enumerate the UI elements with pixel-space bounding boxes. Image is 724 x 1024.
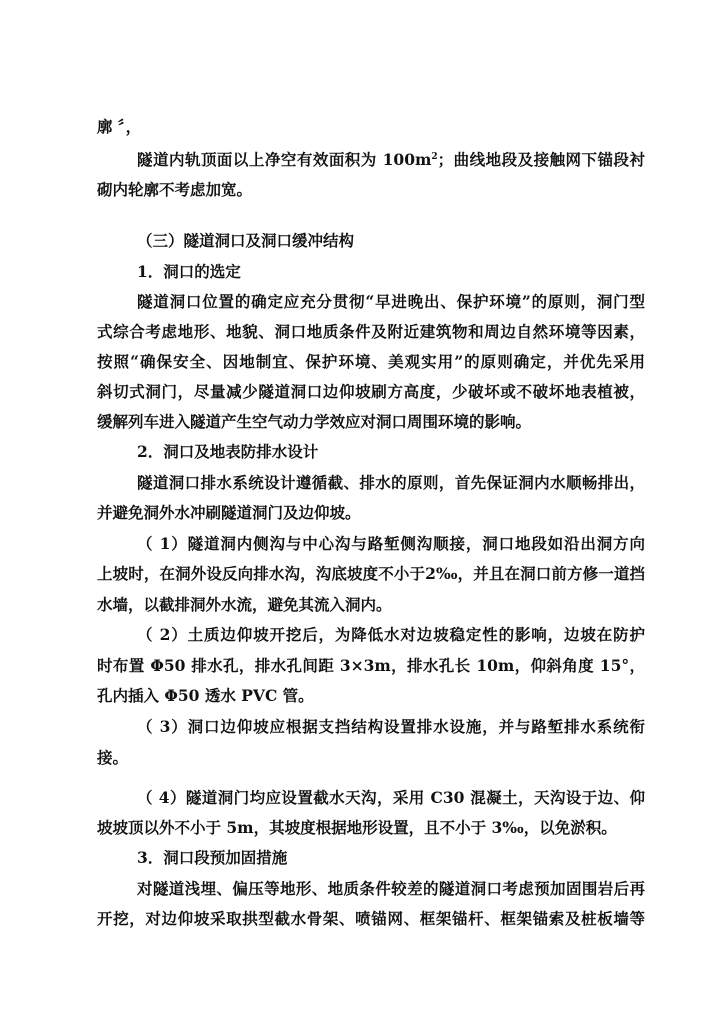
text-line: 时布置 Φ50 排水孔，排水孔间距 3×3m，排水孔长 10m，仰斜角度 15°，	[97, 656, 645, 675]
text-line: （ 2）土质边仰坡开挖后，为降低水对边坡稳定性的影响，边坡在防护	[137, 625, 645, 644]
subsection-heading: 2．洞口及地表防排水设计	[137, 442, 319, 461]
text-line: 砌内轮廓不考虑加宽。	[97, 180, 253, 199]
text-line: 水墙，以截排洞外水流，避免其流入洞内。	[97, 595, 392, 614]
text-line: （ 1）隧道洞内侧沟与中心沟与路堑侧沟顺接，洞口地段如沿出洞方向	[137, 534, 645, 553]
text-line: 对隧道浅埋、偏压等地形、地质条件较差的隧道洞口考虑预加固围岩后再	[137, 879, 645, 898]
text-line: 缓解列车进入隧道产生空气动力学效应对洞口周围环境的影响。	[97, 412, 532, 431]
text-line: 隧道洞口排水系统设计遵循截、排水的原则，首先保证洞内水顺畅排出，	[137, 473, 645, 492]
text-line	[137, 150, 645, 170]
text-line: 接。	[97, 748, 129, 767]
superscript: 2	[431, 152, 438, 162]
text-line: （ 4）隧道洞门均应设置截水天沟，采用 C30 混凝土，天沟设于边、仰	[137, 788, 645, 807]
section-heading: （三）隧道洞口及洞口缓冲结构	[137, 231, 355, 250]
text-line: 并避免洞外水冲刷隧道洞门及边仰坡。	[97, 503, 361, 522]
text-line: 廓 〞，	[97, 117, 142, 136]
text-line: 斜切式洞门，尽量减少隧道洞口边仰坡刷方高度，少破坏或不破坏地表植被，	[97, 382, 645, 401]
text-segment: 隧道内轨顶面以上净空有效面积为 100m	[137, 150, 432, 169]
text-line: 开挖，对边仰坡采取拱型截水骨架、喷锚网、框架锚杆、框架锚索及桩板墙等	[97, 909, 645, 928]
text-line: 隧道洞口位置的确定应充分贯彻“早进晚出、保护环境”的原则，洞门型	[137, 292, 645, 311]
text-line: 式综合考虑地形、地貌、洞口地质条件及附近建筑物和周边自然环境等因素，	[97, 322, 645, 341]
subsection-heading: 3．洞口段预加固措施	[137, 848, 288, 867]
text-line: 按照“确保安全、因地制宜、保护环境、美观实用”的原则确定，并优先采用	[97, 352, 645, 371]
text-line: 坡坡顶以外不小于 5m，其坡度根据地形设置，且不小于 3‰，以免淤积。	[97, 818, 617, 837]
text-line: 上坡时，在洞外设反向排水沟，沟底坡度不小于2‰，并且在洞口前方修一道挡	[97, 564, 645, 583]
subsection-heading: 1．洞口的选定	[137, 262, 241, 281]
text-line: （ 3）洞口边仰坡应根据支挡结构设置排水设施，并与路堑排水系统衔	[137, 717, 645, 736]
text-line: 孔内插入 Φ50 透水 PVC 管。	[97, 686, 314, 705]
text-segment: ；曲线地段及接触网下锚段衬	[437, 150, 645, 169]
